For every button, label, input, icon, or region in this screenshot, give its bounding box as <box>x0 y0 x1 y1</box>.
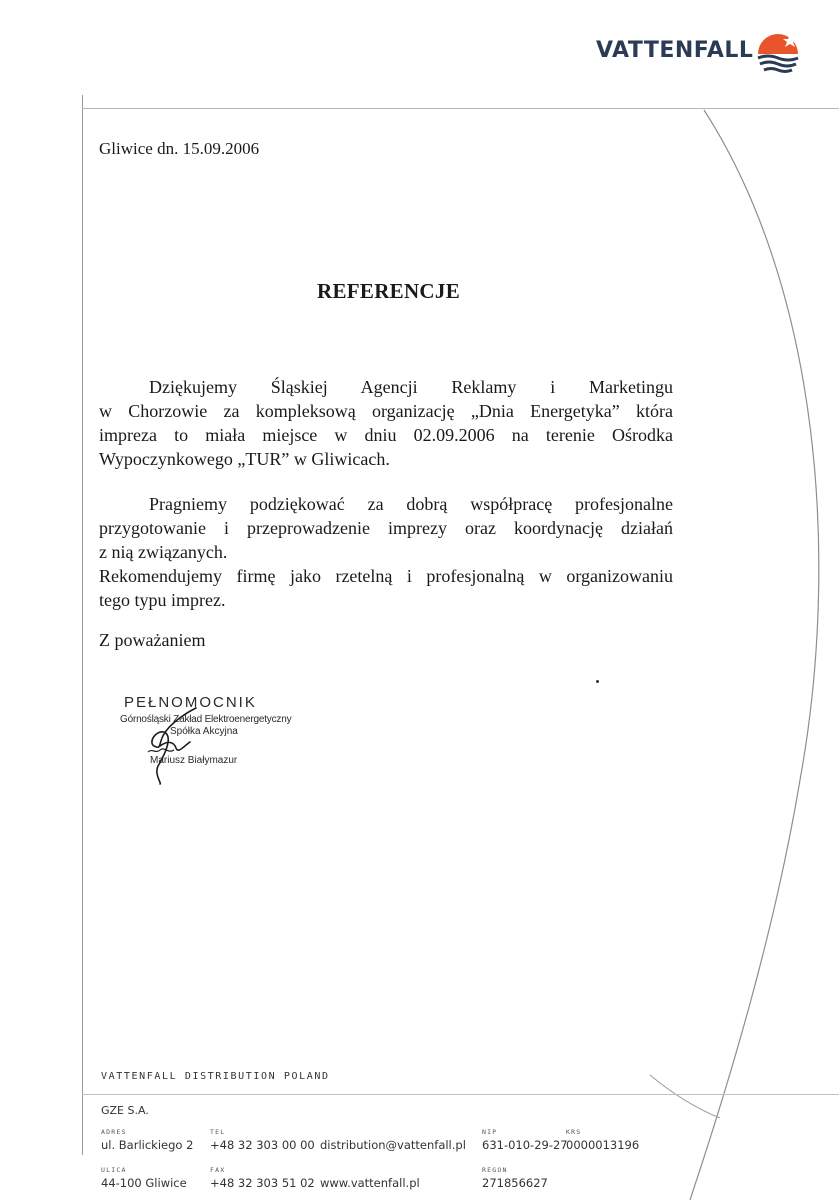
regon-label: REGON <box>482 1166 508 1174</box>
paragraph-line: Rekomendujemy firmę jako rzetelną i profesjonalną w organizowaniu <box>99 566 673 586</box>
adres-label: ADRES <box>101 1128 127 1136</box>
paragraph-line: przygotowanie i przeprowadzenie imprezy oraz koordynację działań <box>99 518 673 538</box>
paragraph-line: Pragniemy podziękować za dobrą współpracę profesjonalne <box>149 494 673 514</box>
fax-value: +48 32 303 51 02 <box>210 1176 315 1190</box>
stamp-signatory: Mariusz Białymazur <box>150 755 238 766</box>
stamp-company: Górnośląski Zakład Elektroenergetyczny <box>120 714 292 725</box>
footer-company: VATTENFALL DISTRIBUTION POLAND <box>101 1071 330 1082</box>
paragraph-line: tego typu imprez. <box>99 590 226 610</box>
stamp-heading: PEŁNOMOCNIK <box>124 694 257 711</box>
paragraph-1 <box>99 375 673 471</box>
regon-value: 271856627 <box>482 1176 548 1190</box>
paragraph-line: z nią związanych. <box>99 542 228 562</box>
paragraph-3 <box>99 564 673 612</box>
closing-salutation: Z poważaniem <box>99 630 206 650</box>
nip-value: 631-010-29-27 <box>482 1138 568 1152</box>
email-link[interactable]: distribution@vattenfall.pl <box>320 1138 466 1152</box>
handwritten-signature <box>134 706 214 788</box>
footer-company-name: GZE S.A. <box>101 1104 149 1117</box>
ulica-label: ULICA <box>101 1166 127 1174</box>
tel-label: TEL <box>210 1128 226 1136</box>
vattenfall-logo <box>596 28 806 80</box>
logo-wordmark: VATTENFALL <box>596 38 754 63</box>
krs-value: 0000013196 <box>566 1138 640 1152</box>
stamp-company-type: Spółka Akcyjna <box>170 726 238 737</box>
paragraph-line: Dziękujemy Śląskiej Agencji Reklamy i Marketingu <box>149 377 673 397</box>
footer-rule <box>82 1094 839 1095</box>
letter-date: Gliwice dn. 15.09.2006 <box>99 139 260 158</box>
paragraph-line: Wypoczynkowego „TUR” w Gliwicach. <box>99 449 390 469</box>
nip-label: NIP <box>482 1128 498 1136</box>
paragraph-line: w Chorzowie za kompleksową organizację „Dnia Energetyka” która <box>99 401 673 421</box>
website-link[interactable]: www.vattenfall.pl <box>320 1176 420 1190</box>
paragraph-2 <box>99 492 673 564</box>
fax-label: FAX <box>210 1166 226 1174</box>
vattenfall-logo-icon <box>754 28 802 76</box>
tel-value: +48 32 303 00 00 <box>210 1138 315 1152</box>
krs-label: KRS <box>566 1128 582 1136</box>
ulica-value: 44-100 Gliwice <box>101 1176 187 1190</box>
adres-value: ul. Barlickiego 2 <box>101 1138 194 1152</box>
ink-dot <box>596 680 599 683</box>
letter-title: REFERENCJE <box>316 279 461 303</box>
paragraph-line: impreza to miała miejsce w dniu 02.09.2006 na terenie Ośrodka <box>99 425 673 445</box>
